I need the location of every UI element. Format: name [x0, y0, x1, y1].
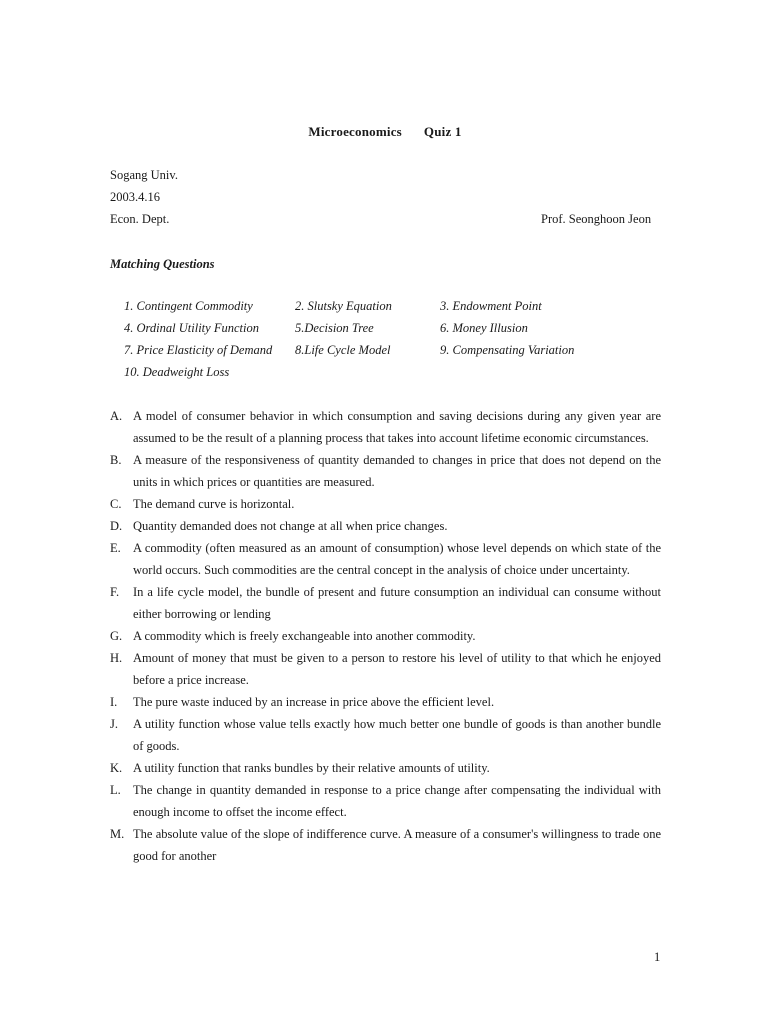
- definition-letter: C.: [110, 497, 122, 511]
- definition-letter: E.: [110, 541, 121, 555]
- quiz-number: Quiz 1: [423, 124, 462, 139]
- definition-text: The pure waste induced by an increase in price above the efficient level.: [133, 695, 495, 709]
- definition-letter: M.: [110, 827, 125, 841]
- professor-name: Prof. Seonghoon Jeon: [541, 212, 652, 226]
- page-number: 1: [654, 950, 661, 964]
- definition-item: [110, 713, 661, 757]
- definition-letter: J.: [110, 717, 118, 731]
- definition-text: Amount of money that must be given to a person to restore his level of utility to that which he enjoyed before a price increase.: [133, 651, 661, 687]
- definition-item: [110, 625, 661, 647]
- definition-text: A measure of the responsiveness of quantity demanded to changes in price that does not depend on the units in which prices or quantities are measured.: [133, 453, 661, 489]
- definition-letter: F.: [110, 585, 120, 599]
- definition-item: [110, 449, 661, 493]
- definition-text: The change in quantity demanded in response to a price change after compensating the individual with enough income to offset the income effect.: [133, 783, 661, 819]
- definition-letter: I.: [110, 695, 118, 709]
- term-item: 3. Endowment Point: [440, 299, 542, 313]
- definition-letter: B.: [110, 453, 122, 467]
- definition-item: [110, 779, 661, 823]
- definition-item: [110, 493, 661, 515]
- definition-text: The absolute value of the slope of indifference curve. A measure of a consumer's willingness to trade one good for another: [133, 827, 661, 863]
- term-item: 6. Money Illusion: [440, 321, 528, 335]
- definition-text: A model of consumer behavior in which consumption and saving decisions during any given year are assumed to be the result of a planning process that takes into account lifetime economic circumstances.: [133, 409, 661, 445]
- definition-text: A utility function that ranks bundles by their relative amounts of utility.: [133, 761, 490, 775]
- definition-item: [110, 537, 661, 581]
- term-item: 10. Deadweight Loss: [124, 365, 230, 379]
- definition-item: [110, 405, 661, 449]
- definition-item: [110, 757, 661, 779]
- definition-text: A commodity (often measured as an amount of consumption) whose level depends on which state of the world occurs. Such commodities are the central concept in the analysis of choice under uncertainty.: [133, 541, 661, 577]
- definitions-list: [110, 405, 661, 867]
- definition-item: [110, 647, 661, 691]
- term-item: 7. Price Elasticity of Demand: [124, 343, 273, 357]
- term-item: 1. Contingent Commodity: [124, 299, 253, 313]
- definition-letter: D.: [110, 519, 123, 533]
- definition-letter: K.: [110, 761, 123, 775]
- term-item: 8.Life Cycle Model: [295, 343, 391, 357]
- definition-letter: H.: [110, 651, 123, 665]
- quiz-title: [0, 124, 770, 140]
- course-name: Microeconomics: [308, 124, 402, 139]
- term-item: 9. Compensating Variation: [440, 343, 575, 357]
- term-item: 2. Slutsky Equation: [295, 299, 392, 313]
- definition-letter: L.: [110, 783, 121, 797]
- definition-text: A commodity which is freely exchangeable into another commodity.: [133, 629, 476, 643]
- definition-item: [110, 691, 661, 713]
- definition-text: The demand curve is horizontal.: [133, 497, 295, 511]
- definition-item: [110, 581, 661, 625]
- definition-item: [110, 515, 661, 537]
- definition-letter: G.: [110, 629, 123, 643]
- term-item: 4. Ordinal Utility Function: [124, 321, 259, 335]
- definition-item: [110, 823, 661, 867]
- definition-letter: A.: [110, 409, 123, 423]
- definition-text: Quantity demanded does not change at all when price changes.: [133, 519, 448, 533]
- university-name: Sogang Univ.: [110, 168, 178, 182]
- term-item: 5.Decision Tree: [295, 321, 374, 335]
- department-name: Econ. Dept.: [110, 212, 170, 226]
- definition-text: In a life cycle model, the bundle of present and future consumption an individual can consume without either borrowing or lending: [133, 585, 661, 621]
- definition-text: A utility function whose value tells exactly how much better one bundle of goods is than another bundle of goods.: [133, 717, 661, 753]
- section-title: Matching Questions: [110, 257, 215, 271]
- quiz-date: 2003.4.16: [110, 190, 160, 204]
